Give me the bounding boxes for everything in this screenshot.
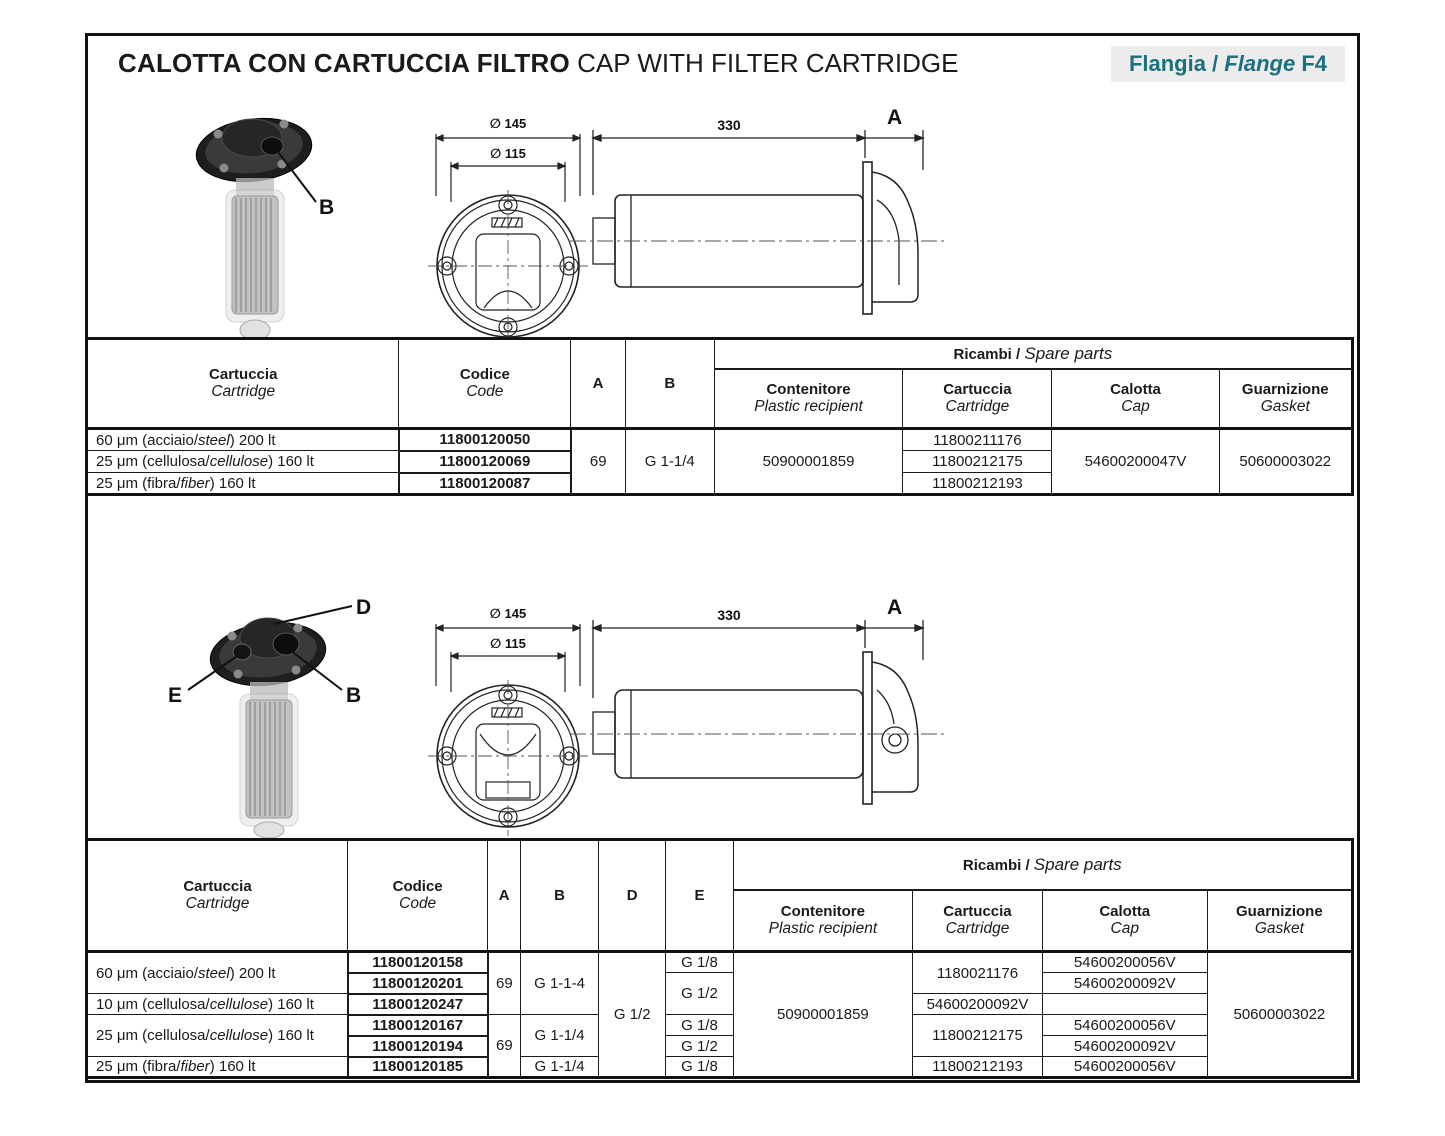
header-spare-cartridge: Cartuccia Cartridge (903, 369, 1052, 429)
code-cell: 11800120050 (399, 429, 571, 451)
badge-italic: Flange (1224, 51, 1296, 76)
code-cell: 11800120087 (399, 473, 571, 495)
cap-cell: 54600200092V (1042, 1036, 1207, 1057)
cartridge-type-cell: 60 μm (acciaio/steel) 200 lt (87, 429, 399, 451)
header-col-a: A (571, 339, 625, 429)
header-container: Contenitore Plastic recipient (714, 369, 903, 429)
header-col-e: E (666, 840, 733, 952)
product-photo-1 (156, 94, 386, 346)
header-code: Codice Code (399, 339, 571, 429)
label-a-1: A (887, 106, 903, 129)
header-col-d: D (599, 840, 666, 952)
header-col-b: B (521, 840, 599, 952)
dim-e-cell: G 1/8 (666, 1015, 733, 1036)
cartridge-type-cell: 25 μm (cellulosa/cellulose) 160 lt (87, 1015, 348, 1057)
code-cell: 11800120185 (348, 1057, 488, 1078)
header-gasket: Guarnizione Gasket (1207, 890, 1352, 952)
code-cell: 11800120247 (348, 994, 488, 1015)
filter-cartridge-illustration (207, 616, 330, 838)
dim-d-cell: G 1/2 (599, 952, 666, 1078)
container-cell: 50900001859 (714, 429, 903, 495)
dim-length-1: 330 (717, 117, 741, 133)
header-cartridge: Cartuccia Cartridge (87, 840, 348, 952)
page-frame (85, 33, 1360, 1083)
filter-cartridge-illustration (193, 112, 316, 340)
badge-text: Flangia / (1128, 51, 1225, 76)
dim-e-cell: G 1/8 (666, 952, 733, 973)
code-cell: 11800120201 (348, 973, 488, 994)
spare-cartridge-cell: 1180021176 (913, 952, 1043, 994)
header-spare-parts: Ricambi / Spare parts (714, 339, 1352, 369)
gasket-cell: 50600003022 (1219, 429, 1352, 495)
spare-cartridge-cell: 11800212175 (913, 1015, 1043, 1057)
header-col-b: B (625, 339, 714, 429)
cap-cell: 54600200092V (913, 994, 1043, 1015)
gasket-cell: 50600003022 (1207, 952, 1352, 1078)
dim-a-cell: 69 (488, 1015, 521, 1078)
spare-cartridge-cell: 11800211176 (903, 429, 1052, 451)
side-view-drawing-1 (565, 100, 950, 350)
dim-b-cell: G 1-1/4 (625, 429, 714, 495)
dim-a-cell: 69 (571, 429, 625, 495)
cartridge-type-cell: 25 μm (fibra/fiber) 160 lt (87, 473, 399, 495)
cartridge-type-cell: 60 μm (acciaio/steel) 200 lt (87, 952, 348, 994)
label-a-2: A (887, 596, 903, 619)
cap-cell: 54600200047V (1052, 429, 1219, 495)
front-view-drawing-2 (428, 602, 588, 842)
dim-b-cell: G 1-1/4 (521, 1015, 599, 1057)
dim-inner-diameter-2: ∅ 115 (490, 636, 526, 651)
dim-length-2: 330 (717, 607, 741, 623)
label-b: B (346, 684, 362, 707)
flange-badge (1111, 46, 1345, 82)
label-d-leader (274, 606, 352, 624)
cartridge-type-cell: 25 μm (fibra/fiber) 160 lt (87, 1057, 348, 1078)
product-photo-2 (156, 584, 396, 839)
code-cell: 11800120158 (348, 952, 488, 973)
header-cartridge: Cartuccia Cartridge (87, 339, 399, 429)
spare-cartridge-cell: 11800212193 (903, 473, 1052, 495)
front-view-drawing-1 (428, 112, 588, 352)
badge-code: F4 (1295, 51, 1327, 76)
dim-inner-diameter-1: ∅ 115 (490, 146, 526, 161)
title-italian: CALOTTA CON CARTUCCIA FILTRO (118, 48, 570, 78)
header-spare-cartridge: Cartuccia Cartridge (913, 890, 1043, 952)
spare-cartridge-cell: 11800212175 (903, 451, 1052, 473)
side-view-drawing-2 (565, 590, 950, 840)
header-code: Codice Code (348, 840, 488, 952)
cartridge-type-cell: 25 μm (cellulosa/cellulose) 160 lt (87, 451, 399, 473)
header-container: Contenitore Plastic recipient (733, 890, 913, 952)
label-b: B (319, 196, 335, 219)
code-cell: 11800120167 (348, 1015, 488, 1036)
container-cell: 50900001859 (733, 952, 913, 1078)
cap-cell: 54600200092V (1042, 973, 1207, 994)
code-cell: 11800120194 (348, 1036, 488, 1057)
dim-e-cell: G 1/2 (666, 1036, 733, 1057)
header-col-a: A (488, 840, 521, 952)
label-e: E (168, 684, 183, 707)
header-cap: Calotta Cap (1052, 369, 1219, 429)
header-cap: Calotta Cap (1042, 890, 1207, 952)
header-spare-parts: Ricambi / Spare parts (733, 840, 1352, 890)
dim-outer-diameter-2: ∅ 145 (489, 606, 527, 621)
page-title (118, 48, 958, 79)
dim-outer-diameter-1: ∅ 145 (489, 116, 527, 131)
header-gasket: Guarnizione Gasket (1219, 369, 1352, 429)
dim-b-cell: G 1-1/4 (521, 1057, 599, 1078)
spare-cartridge-cell: 11800212193 (913, 1057, 1043, 1078)
cap-cell: 54600200056V (1042, 1015, 1207, 1036)
cap-cell: 54600200056V (1042, 952, 1207, 973)
title-english: CAP WITH FILTER CARTRIDGE (569, 48, 959, 78)
cartridge-table-2 (85, 838, 1354, 1079)
code-cell: 11800120069 (399, 451, 571, 473)
dim-e-cell: G 1/2 (666, 973, 733, 1015)
dim-b-cell: G 1-1-4 (521, 952, 599, 1015)
cartridge-table-1 (85, 337, 1354, 496)
label-d: D (356, 596, 372, 619)
dim-e-cell: G 1/8 (666, 1057, 733, 1078)
cartridge-type-cell: 10 μm (cellulosa/cellulose) 160 lt (87, 994, 348, 1015)
dim-a-cell: 69 (488, 952, 521, 1015)
cap-cell: 54600200056V (1042, 1057, 1207, 1078)
